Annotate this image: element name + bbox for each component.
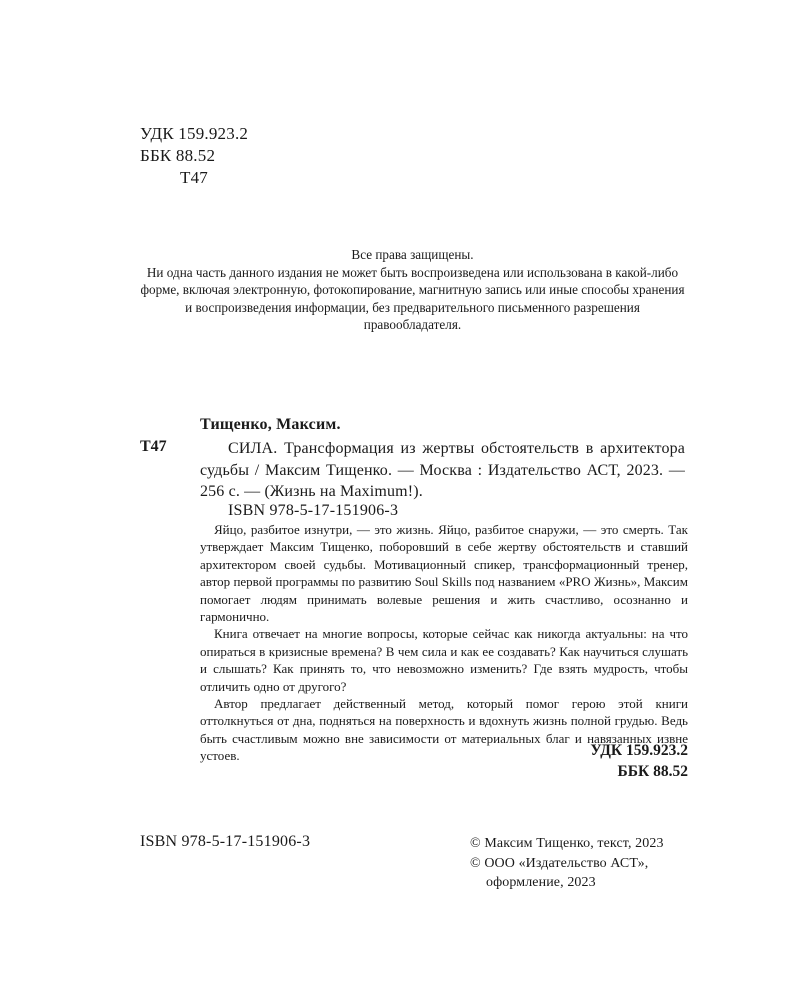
- rights-text: Ни одна часть данного издания не может быть воспроизведена или использована в какой-либо форме, включая электронную, фотокопирование, магнитную запись или иные способы хранения и воспроизведения информации, без предварительного письменного разрешения правообладателя.: [140, 264, 685, 333]
- copyright-author: © Максим Тищенко, текст, 2023: [470, 836, 664, 851]
- catalog-author: Тищенко, Максим.: [200, 416, 341, 433]
- annotation-paragraph: Автор предлагает действенный метод, который помог герою этой книги оттолкнуться от дна, подняться на поверхность и вдохнуть жизнь полной грудью. Ведь быть счастливым можно вне зависимости от материальных благ и навязанных извне устоев.: [200, 696, 688, 764]
- classification-codes-card: [590, 740, 688, 782]
- copyright-block: [470, 834, 664, 893]
- rights-title: Все права защищены.: [351, 247, 474, 262]
- annotation-paragraph: Яйцо, разбитое изнутри, — это жизнь. Яйцо, разбитое снаружи, — это смерть. Так утверждает Максим Тищенко, поборовший в себе жертву обстоятельств и ставший архитектором своей судьбы. Мотивационный спикер, трансформационный тренер, автор первой программы по развитию Soul Skills под названием «PRO Жизнь», Максим помогает людям принимать волевые решения и жить счастливо, осознанно и гармонично.: [200, 522, 688, 625]
- bbk-code: ББК 88.52: [140, 146, 216, 165]
- card-udk-code: УДК 159.923.2: [590, 742, 688, 759]
- catalog-description: СИЛА. Трансформация из жертвы обстоятельств в архитектора судьбы / Максим Тищенко. — Москва : Издательство АСТ, 2023. — 256 с. — (Жизнь на Maximum!).: [200, 440, 685, 500]
- udk-code: УДК 159.923.2: [140, 124, 249, 143]
- rights-notice: [140, 246, 685, 334]
- catalog-annotation: [200, 521, 688, 765]
- copyright-publisher-design: оформление, 2023: [486, 875, 596, 890]
- annotation-paragraph: Книга отвечает на многие вопросы, которые сейчас как никогда актуальны: на что опираться в кризисные времена? В чем сила и как ее создавать? Как научиться слушать и слышать? Как принять то, что невозможно изменить? Где взять мудрость, чтобы отличить одно от другого?: [200, 626, 688, 694]
- footer-isbn: ISBN 978-5-17-151906-3: [140, 833, 311, 850]
- classification-codes-top: [140, 123, 248, 189]
- copyright-publisher: © ООО «Издательство АСТ»,: [470, 855, 649, 871]
- card-bbk-code: ББК 88.52: [617, 763, 688, 780]
- catalog-isbn: ISBN 978-5-17-151906-3: [228, 502, 399, 519]
- catalog-cutter: Т47: [140, 438, 167, 455]
- cutter-code: Т47: [180, 168, 208, 187]
